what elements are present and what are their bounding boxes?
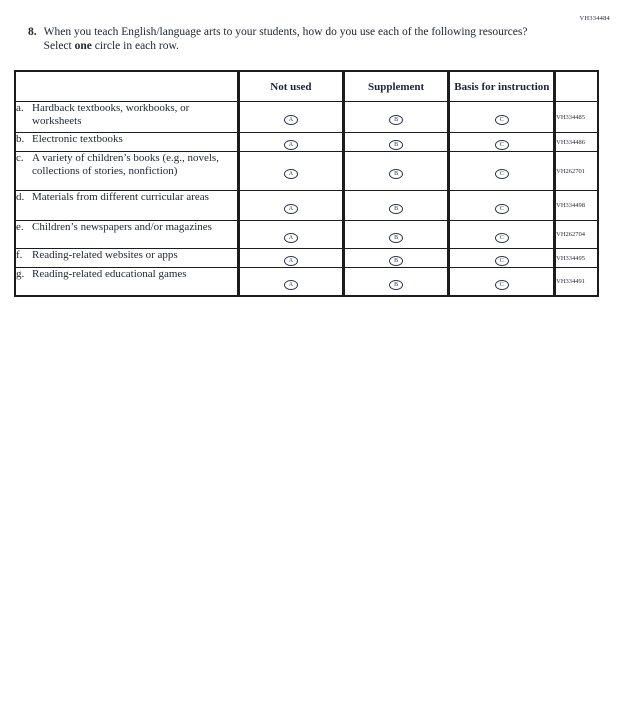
question-text-start: When you teach English/language arts to your students, how do you use each of the following resources? Select bbox=[43, 26, 528, 52]
row-text: Reading-related websites or apps bbox=[32, 249, 178, 261]
row-letter: c. bbox=[16, 152, 24, 164]
radio-letter: A bbox=[288, 234, 294, 241]
option-cell-basis bbox=[449, 249, 555, 268]
header-not-used: Not used bbox=[239, 71, 344, 102]
radio-circle-not-used[interactable] bbox=[284, 204, 298, 214]
table-row bbox=[15, 191, 598, 221]
row-letter: a. bbox=[16, 102, 24, 114]
option-cell-not-used bbox=[239, 268, 344, 297]
row-code: VH262704 bbox=[555, 221, 598, 249]
table-row bbox=[15, 133, 598, 152]
table-row bbox=[15, 268, 598, 297]
row-label-cell bbox=[15, 102, 239, 133]
option-cell-supplement bbox=[343, 152, 449, 191]
radio-letter: B bbox=[394, 258, 399, 264]
radio-letter: C bbox=[499, 205, 504, 212]
row-letter: g. bbox=[16, 268, 25, 280]
resource-usage-table bbox=[14, 70, 599, 297]
question-text-end: circle in each row. bbox=[91, 39, 179, 52]
radio-circle-not-used[interactable] bbox=[284, 115, 298, 125]
row-label-cell bbox=[15, 133, 239, 152]
table-row bbox=[15, 152, 598, 191]
header-basis-for-instruction: Basis for instruction bbox=[449, 71, 555, 102]
radio-circle-basis[interactable] bbox=[495, 169, 509, 179]
radio-letter: C bbox=[499, 171, 504, 177]
table-row bbox=[15, 249, 598, 268]
option-cell-basis bbox=[449, 152, 555, 191]
radio-letter: B bbox=[394, 117, 399, 123]
question-block bbox=[28, 26, 540, 53]
radio-circle-basis[interactable] bbox=[495, 256, 509, 266]
option-cell-basis bbox=[449, 191, 555, 221]
question-number: 8. bbox=[28, 26, 37, 38]
radio-letter: A bbox=[288, 142, 294, 148]
row-text: Materials from different curricular areas bbox=[32, 191, 209, 203]
radio-circle-supplement[interactable] bbox=[389, 280, 403, 290]
row-code: VH262701 bbox=[555, 152, 598, 191]
option-cell-not-used bbox=[239, 221, 344, 249]
radio-circle-not-used[interactable] bbox=[284, 233, 298, 243]
row-letter: e. bbox=[16, 221, 24, 233]
option-cell-supplement bbox=[343, 191, 449, 221]
question-text bbox=[44, 26, 534, 53]
row-text: A variety of children’s books (e.g., novels, collections of stories, nonfiction) bbox=[32, 152, 219, 177]
row-label-cell bbox=[15, 152, 239, 191]
row-text: Hardback textbooks, workbooks, or worksheets bbox=[32, 102, 190, 127]
radio-circle-basis[interactable] bbox=[495, 280, 509, 290]
radio-circle-not-used[interactable] bbox=[284, 280, 298, 290]
radio-letter: B bbox=[394, 171, 399, 177]
radio-circle-not-used[interactable] bbox=[284, 256, 298, 266]
radio-letter: C bbox=[499, 142, 504, 148]
option-cell-not-used bbox=[239, 152, 344, 191]
option-cell-not-used bbox=[239, 133, 344, 152]
row-text: Electronic textbooks bbox=[32, 133, 123, 145]
option-cell-supplement bbox=[343, 102, 449, 133]
radio-circle-supplement[interactable] bbox=[389, 140, 403, 150]
header-row-label bbox=[15, 71, 239, 102]
radio-circle-supplement[interactable] bbox=[389, 204, 403, 214]
header-supplement: Supplement bbox=[343, 71, 449, 102]
option-cell-supplement bbox=[343, 133, 449, 152]
radio-circle-supplement[interactable] bbox=[389, 233, 403, 243]
radio-circle-basis[interactable] bbox=[495, 115, 509, 125]
radio-letter: A bbox=[288, 171, 294, 177]
row-letter: d. bbox=[16, 191, 25, 203]
row-text: Children’s newspapers and/or magazines bbox=[32, 221, 212, 233]
option-cell-supplement bbox=[343, 249, 449, 268]
radio-circle-supplement[interactable] bbox=[389, 169, 403, 179]
option-cell-basis bbox=[449, 268, 555, 297]
row-code: VH334495 bbox=[555, 249, 598, 268]
option-cell-basis bbox=[449, 133, 555, 152]
radio-circle-not-used[interactable] bbox=[284, 140, 298, 150]
header-code bbox=[555, 71, 598, 102]
option-cell-not-used bbox=[239, 249, 344, 268]
row-label-cell bbox=[15, 249, 239, 268]
row-label-cell bbox=[15, 221, 239, 249]
radio-letter: A bbox=[288, 258, 294, 264]
radio-letter: A bbox=[288, 205, 294, 212]
option-cell-not-used bbox=[239, 191, 344, 221]
option-cell-supplement bbox=[343, 268, 449, 297]
form-code: VH334484 bbox=[579, 15, 610, 22]
question-bold-word: one bbox=[74, 39, 92, 52]
radio-circle-supplement[interactable] bbox=[389, 115, 403, 125]
row-label-cell bbox=[15, 268, 239, 297]
radio-letter: A bbox=[288, 281, 294, 288]
row-code: VH334491 bbox=[555, 268, 598, 297]
option-cell-supplement bbox=[343, 221, 449, 249]
row-label-cell bbox=[15, 191, 239, 221]
radio-circle-supplement[interactable] bbox=[389, 256, 403, 266]
radio-letter: B bbox=[394, 281, 399, 288]
row-code: VH334485 bbox=[555, 102, 598, 133]
radio-letter: B bbox=[394, 142, 399, 148]
header-row bbox=[15, 71, 598, 102]
radio-letter: C bbox=[499, 234, 504, 241]
row-letter: f. bbox=[16, 249, 23, 261]
radio-circle-basis[interactable] bbox=[495, 233, 509, 243]
radio-circle-not-used[interactable] bbox=[284, 169, 298, 179]
radio-letter: A bbox=[288, 117, 294, 123]
radio-letter: B bbox=[394, 205, 399, 212]
radio-letter: C bbox=[499, 281, 504, 288]
option-cell-basis bbox=[449, 102, 555, 133]
row-letter: b. bbox=[16, 133, 25, 145]
radio-letter: C bbox=[499, 258, 504, 264]
radio-letter: C bbox=[499, 117, 504, 123]
table-row bbox=[15, 221, 598, 249]
row-code: VH334486 bbox=[555, 133, 598, 152]
radio-circle-basis[interactable] bbox=[495, 204, 509, 214]
radio-circle-basis[interactable] bbox=[495, 140, 509, 150]
row-code: VH334498 bbox=[555, 191, 598, 221]
option-cell-not-used bbox=[239, 102, 344, 133]
row-text: Reading-related educational games bbox=[32, 268, 187, 280]
option-cell-basis bbox=[449, 221, 555, 249]
table-row bbox=[15, 102, 598, 133]
radio-letter: B bbox=[394, 234, 399, 241]
